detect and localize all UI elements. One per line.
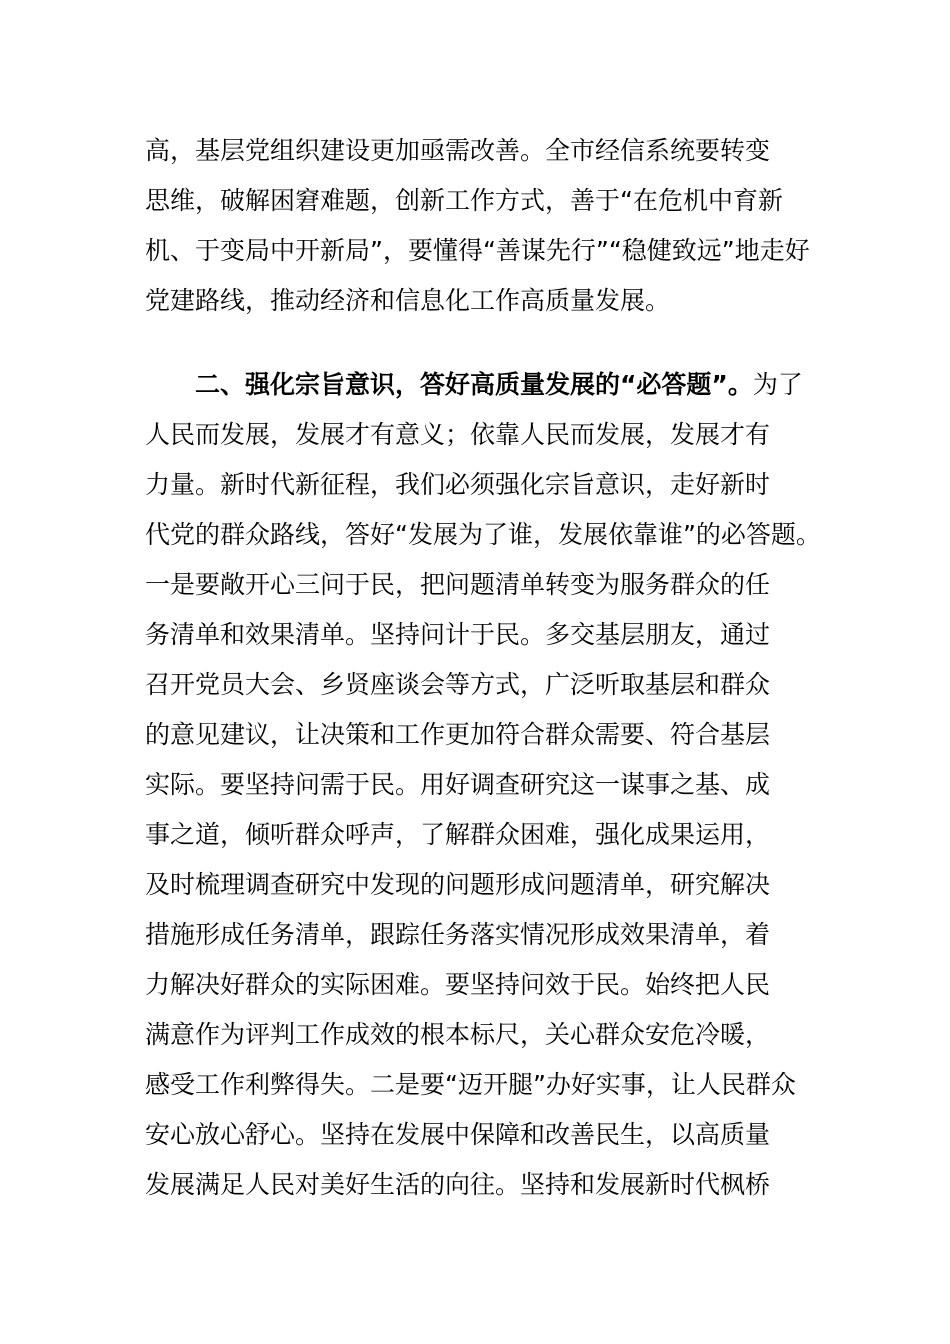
text-line: 机、于变局中开新局”，要懂得“善谋先行”“稳健致远”地走好 — [145, 236, 810, 265]
text-line: 力量。新时代新征程，我们必须强化宗旨意识，走好新时 — [145, 470, 771, 499]
text-line: 人民而发展，发展才有意义；依靠人民而发展，发展才有 — [145, 420, 771, 449]
text-line: 感受工作利弊得失。二是要“迈开腿”办好实事，让人民群众 — [145, 1070, 796, 1099]
text-line: 党建路线，推动经济和信息化工作高质量发展。 — [145, 286, 671, 315]
text-line: 发展满足人民对美好生活的向往。坚持和发展新时代枫桥 — [145, 1170, 771, 1199]
text-line: 一是要敞开心三问于民，把问题清单转变为服务群众的任 — [145, 570, 771, 599]
text-line: 事之道，倾听群众呼声，了解群众困难，强化成果运用， — [145, 820, 771, 849]
section-heading: 二、强化宗旨意识，答好高质量发展的“必答题”。 — [195, 370, 753, 399]
text-line: 代党的群众路线，答好“发展为了谁，发展依靠谁”的必答题。 — [145, 520, 821, 549]
text-line: 思维，破解困窘难题，创新工作方式，善于“在危机中育新 — [145, 186, 783, 215]
text-line: 的意见建议，让决策和工作更加符合群众需要、符合基层 — [145, 720, 771, 749]
text-line: 措施形成任务清单，跟踪任务落实情况形成效果清单，着 — [145, 920, 771, 949]
text-line: 安心放心舒心。坚持在发展中保障和改善民生，以高质量 — [145, 1120, 771, 1149]
text-line: 高，基层党组织建设更加亟需改善。全市经信系统要转变 — [145, 136, 771, 165]
text-line: 满意作为评判工作成效的根本标尺，关心群众安危冷暖， — [145, 1020, 771, 1049]
text-line: 召开党员大会、乡贤座谈会等方式，广泛听取基层和群众 — [145, 670, 771, 699]
text-line — [195, 360, 803, 410]
text-line: 力解决好群众的实际困难。要坚持问效于民。始终把人民 — [145, 970, 771, 999]
heading-trailing-text: 为了 — [752, 370, 803, 399]
text-line: 务清单和效果清单。坚持问计于民。多交基层朋友，通过 — [145, 620, 771, 649]
text-line: 及时梳理调查研究中发现的问题形成问题清单，研究解决 — [145, 870, 771, 899]
text-line: 实际。要坚持问需于民。用好调查研究这一谋事之基、成 — [145, 770, 771, 799]
